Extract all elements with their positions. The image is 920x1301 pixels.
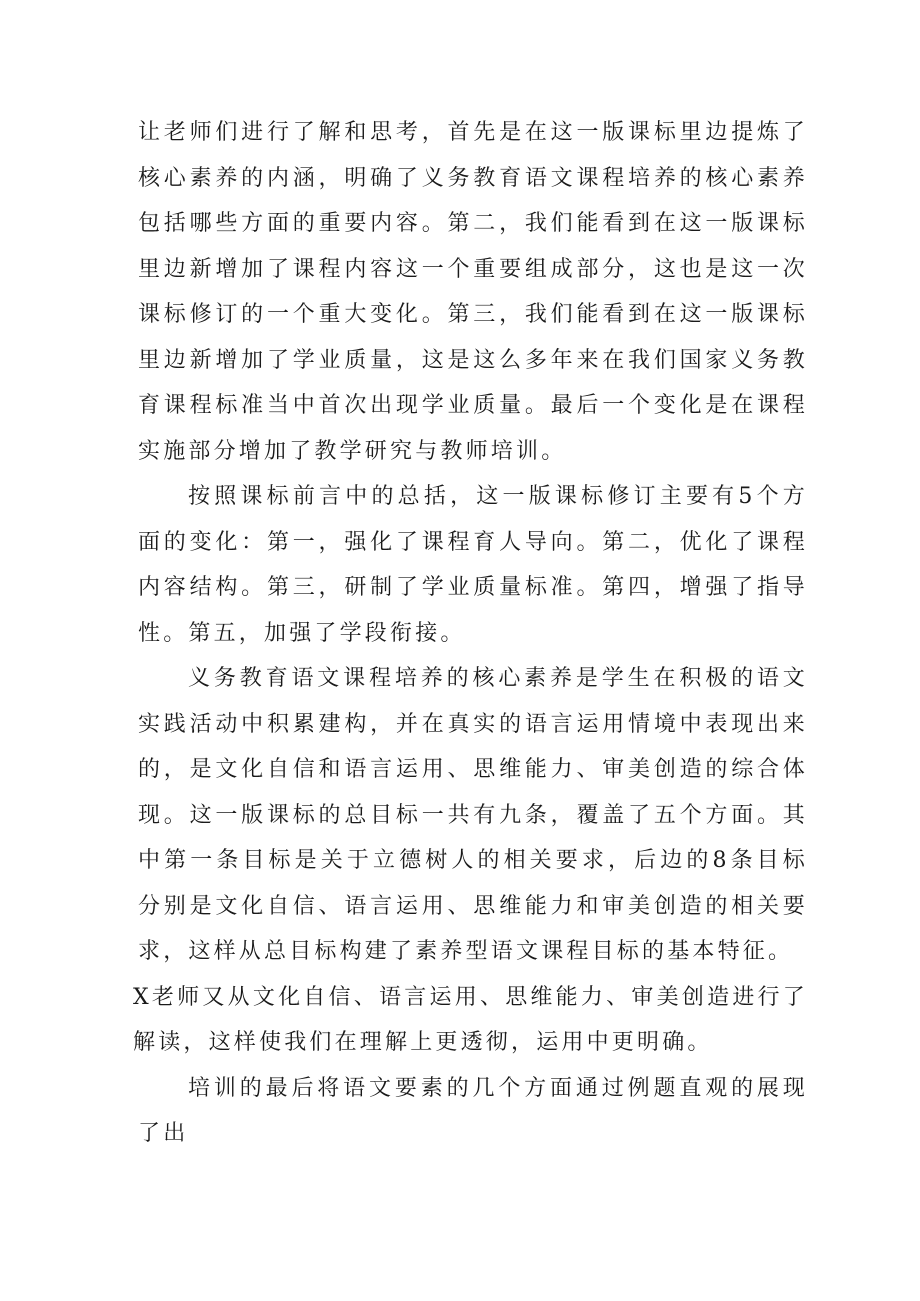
paragraph-1: 让老师们进行了解和思考，首先是在这一版课标里边提炼了核心素养的内涵，明确了义务教育语文课程培养的核心素养包括哪些方面的重要内容。第二，我们能看到在这一版课标里边新增加了课程内容这一个重要组成部分，这也是这一次课标修订的一个重大变化。第三，我们能看到在这一版课标里边新增加了学业质量，这是这么多年来在我们国家义务教育课程标准当中首次出现学业质量。最后一个变化是在课程实施部分增加了教学研究与教师培训。 xyxy=(138,120,808,464)
paragraph-3: 义务教育语文课程培养的核心素养是学生在积极的语文实践活动中积累建构，并在真实的语言运用情境中表现出来的，是文化自信和语言运用、思维能力、审美创造的综合体现。这一版课标的总目标一共有九条，覆盖了五个方面。其中第一条目标是关于立德树人的相关要求，后边的8条目标分别是文化自信、语言运用、思维能力和审美创造的相关要求，这样从总目标构建了素养型语文课程目标的基本特征。 xyxy=(138,666,808,964)
paragraph-5: 培训的最后将语文要素的几个方面通过例题直观的展现了出 xyxy=(138,1075,808,1146)
document-body xyxy=(133,110,808,1157)
paragraph-4: X老师又从文化自信、语言运用、思维能力、审美创造进行了解读，这样使我们在理解上更透彻，运用中更明确。 xyxy=(133,984,808,1055)
paragraph-2: 按照课标前言中的总括，这一版课标修订主要有5个方面的变化：第一，强化了课程育人导向。第二，优化了课程内容结构。第三，研制了学业质量标准。第四，增强了指导性。第五，加强了学段衔接。 xyxy=(138,484,808,646)
